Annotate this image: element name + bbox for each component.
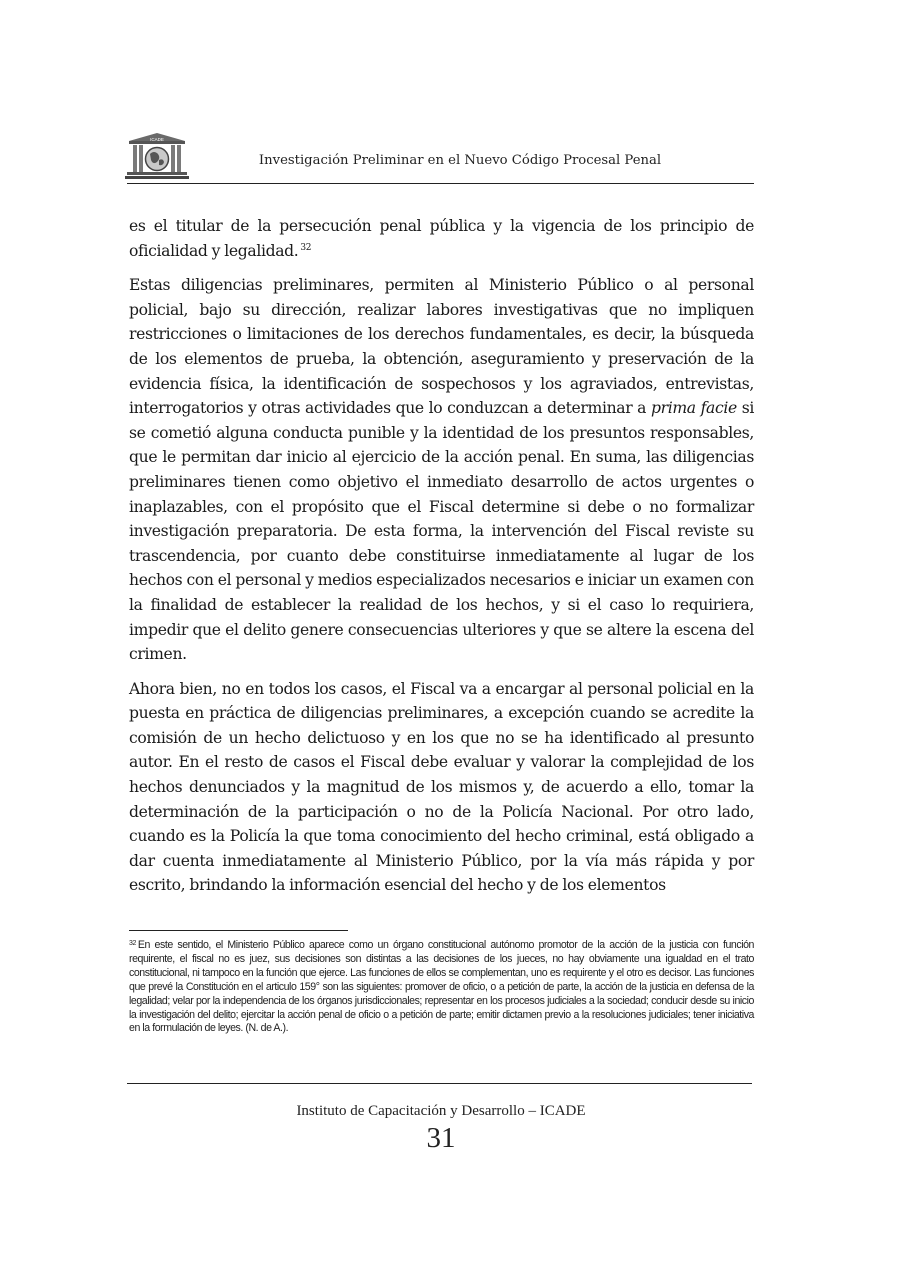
paragraph-3 [129,677,754,898]
footer-divider [127,1083,752,1084]
paragraph-3-text: Ahora bien, no en todos los casos, el Fiscal va a encargar al personal policial en la puesta en práctica de diligencias preliminares, a excepción cuando se acredite la comisión de un hecho delictuoso y en los que no se ha identificado al presunto autor. En el resto de casos el Fiscal debe evaluar y valorar la complejidad de los hechos denunciados y la magnitud de los mismos y, de acuerdo a ello, tomar la determinación de la participación o no de la Policía Nacional. Por otro lado, cuando es la Policía la que toma conocimiento del hecho criminal, está obligado a dar cuenta inmediatamente al Ministerio Público, por la vía más rápida y por escrito, brindando la información esencial del hecho y de los elementos [129,679,754,895]
paragraph-1-text: es el titular de la persecución penal pública y la vigencia de los principio de oficialidad y legalidad. [129,217,754,260]
institution-building-globe-icon [125,132,189,182]
footer-institution: Instituto de Capacitación y Desarrollo – ICADE [296,1103,586,1119]
header-divider [127,183,754,184]
paragraph-2-text-a: Estas diligencias preliminares, permiten al Ministerio Público o al personal policial, bajo su dirección, realizar labores investigativas que no impliquen restricciones o limitaciones de los derechos fundamentales, es decir, la búsqueda de los elementos de prueba, la obtención, aseguramiento y preservación de la evidencia física, la identificación de sospechosos y los agraviados, entrevistas, interrogatorios y otras actividades que lo conduzcan a determinar a [129,276,754,418]
italic-latin-phrase: prima facie [650,399,737,418]
footnote-text: En este sentido, el Ministerio Público aparece como un órgano constitucional autónomo promotor de la acción de la justicia con función requirente, el fiscal no es juez, sus decisiones son distintas a las decisiones de los jueces, no hay obviamente una igualdad en el trato constitucional, ni tampoco en la función que ejerce. Las funciones de ellos se complementan, uno es requirente y el otro es decisor. Las funciones que prevé la Constitución en el articulo 159° son las siguientes: promover de oficio, o a petición de parte, la acción de la justicia en defensa de la legalidad; velar por la independencia de los órganos jurisdiccionales; representar en los procesos judiciales a la sociedad; conducir desde su inicio la investigación del delito; ejercitar la acción penal de oficio o a petición de parte; emitir dictamen previo a la resoluciones judiciales; tener iniciativa en la formulación de leyes. (N. de A.). [129,939,754,1035]
paragraph-1 [129,214,754,263]
footnote [129,939,754,1036]
paragraph-2-text-b: si se cometió alguna conducta punible y la identidad de los presuntos responsables, que le permitan dar inicio al ejercicio de la acción penal. En suma, las diligencias preliminares tienen como objetivo el inmediato desarrollo de actos urgentes o inaplazables, con el propósito que el Fiscal determine si debe o no formalizar investigación preparatoria. De esta forma, la intervención del Fiscal reviste su trascendencia, por cuanto debe constituirse inmediatamente al lugar de los hechos con el personal y medios especializados necesarios e iniciar un examen con la finalidad de establecer la realidad de los hechos, y si el caso lo requiriera, impedir que el delito genere consecuencias ulteriores y que se altere la escena del crimen. [129,399,754,664]
footnote-number: 32 [129,940,136,947]
running-header-title: Investigación Preliminar en el Nuevo Código Procesal Penal [258,153,662,168]
page-number: 31 [426,1122,456,1154]
logo-text: ICADE [150,137,164,142]
footnote-reference[interactable]: 32 [300,242,312,253]
footnote-separator [129,930,348,931]
paragraph-2 [129,273,754,667]
main-body-text [129,214,754,908]
